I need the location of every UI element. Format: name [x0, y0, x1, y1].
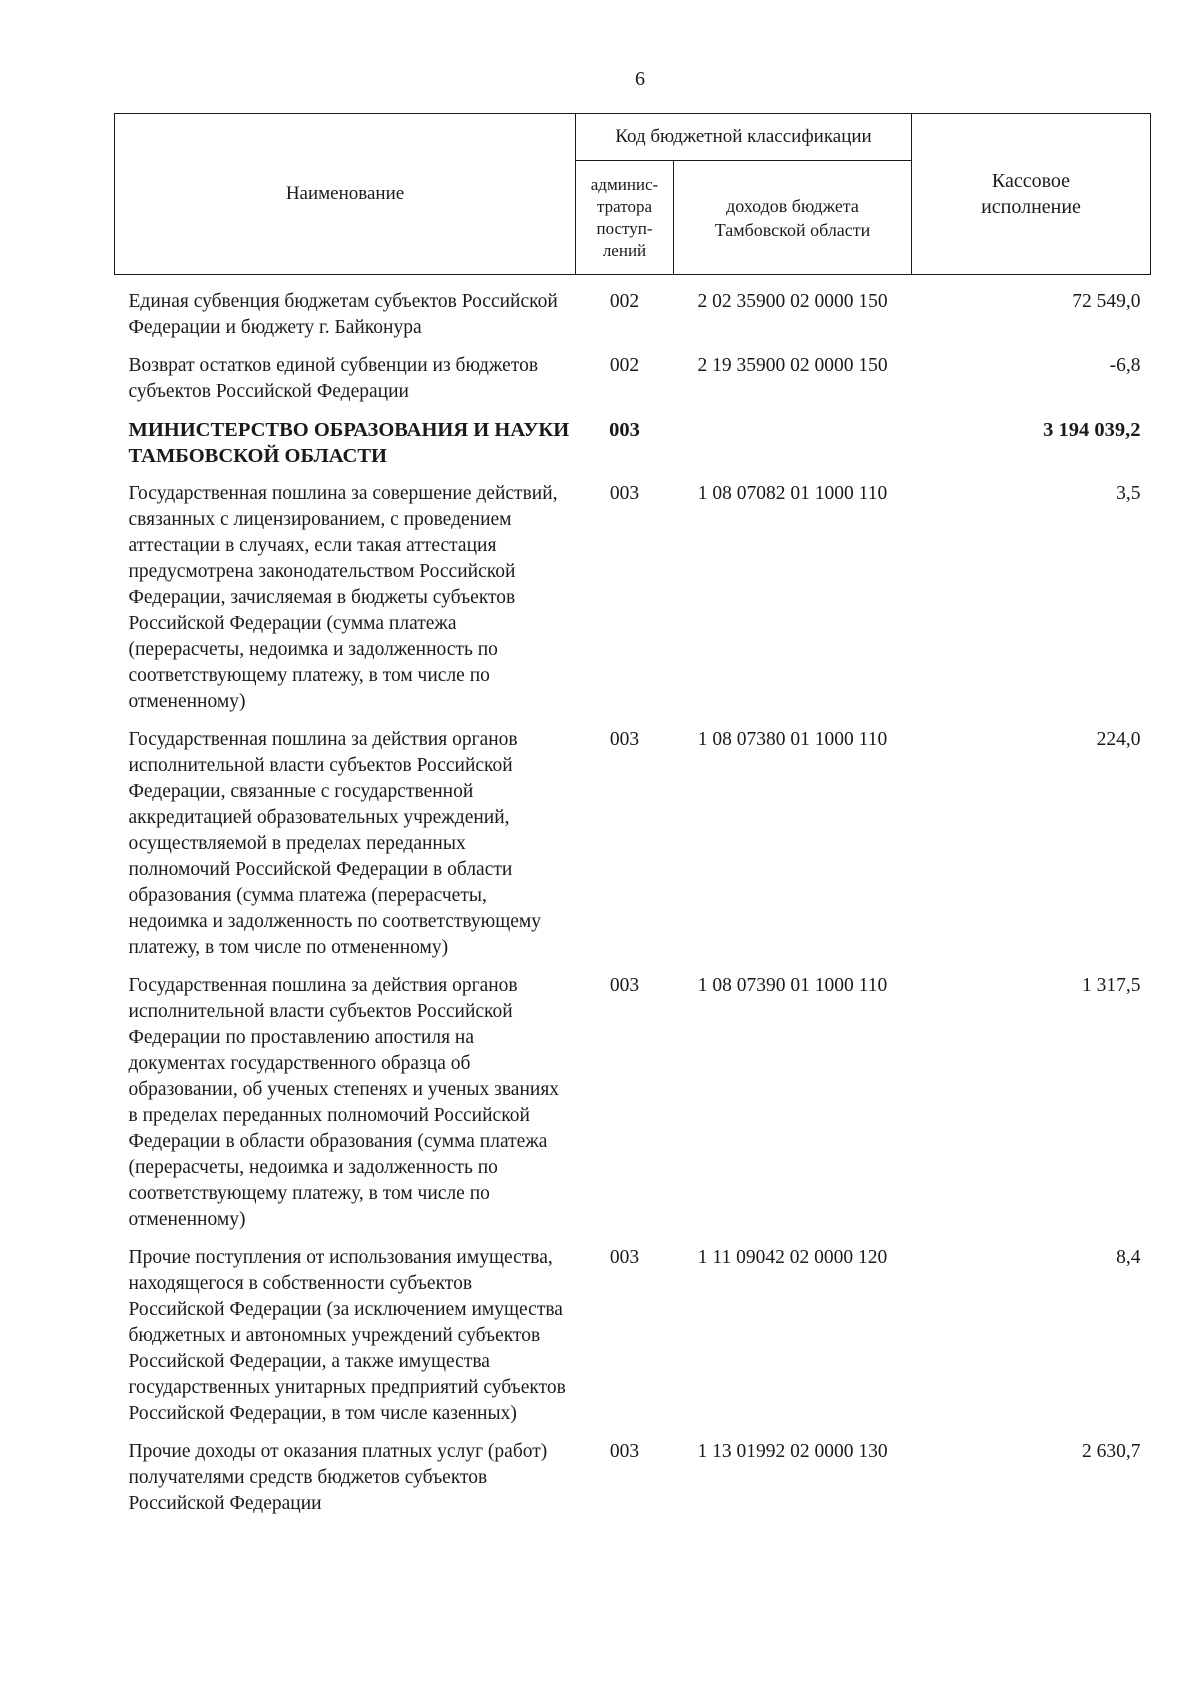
table-row	[115, 721, 1151, 967]
budget-table	[114, 113, 1151, 1523]
table-row	[115, 1433, 1151, 1523]
row-name: Прочие поступления от использования имущества, находящегося в собственности субъектов Российской Федерации (за исключением имущества бюджетных и автономных учреждений субъектов Российской Федерации, а также имущества государственных унитарных предприятий субъектов Российской Федерации, в том числе казенных)	[128, 1247, 566, 1424]
table-row	[115, 275, 1151, 348]
row-name: Возврат остатков единой субвенции из бюджетов субъектов Российской Федерации	[128, 355, 539, 402]
row-admin-code: 003	[609, 729, 640, 750]
header-name: Наименование	[115, 114, 576, 275]
row-income-code: 1 08 07082 01 1000 110	[697, 483, 888, 504]
row-income-code: 2 19 35900 02 0000 150	[697, 355, 888, 376]
row-admin-code: 002	[609, 355, 640, 376]
row-income-code: 2 02 35900 02 0000 150	[697, 291, 888, 312]
row-amount: 2 630,7	[1082, 1441, 1141, 1462]
table-row	[115, 1239, 1151, 1433]
header-income-text: доходов бюджета Тамбовской области	[714, 195, 871, 240]
row-income-code: 1 13 01992 02 0000 130	[697, 1441, 888, 1462]
row-admin-code: 003	[609, 1247, 640, 1268]
row-amount: 3,5	[1116, 483, 1141, 504]
table-body	[115, 275, 1151, 1524]
header-cash-execution	[912, 114, 1151, 275]
row-name: Прочие доходы от оказания платных услуг (работ) получателями средств бюджетов субъектов Российской Федерации	[128, 1441, 548, 1514]
row-name: Государственная пошлина за действия органов исполнительной власти субъектов Российской Федерации по проставлению апостиля на документах государственного образца об образовании, об ученых степенях и ученых званиях в пределах переданных полномочий Российской Федерации в области образования (сумма платежа (перерасчеты, недоимка и задолженность по соответствующему платежу, в том числе по отмененному)	[128, 975, 560, 1230]
row-name: Государственная пошлина за совершение действий, связанных с лицензированием, с проведением аттестации в случаях, если такая аттестация предусмотрена законодательством Российской Федерации, зачисляемая в бюджеты субъектов Российской Федерации (сумма платежа (перерасчеты, недоимка и задолженность по соответствующему платежу, в том числе по отмененному)	[128, 483, 558, 712]
row-income-code: 1 11 09042 02 0000 120	[697, 1247, 888, 1268]
header-admin	[576, 161, 674, 275]
row-name: Единая субвенция бюджетам субъектов Российской Федерации и бюджету г. Байконура	[128, 291, 558, 338]
row-amount: 72 549,0	[1072, 291, 1141, 312]
row-amount: 1 317,5	[1082, 975, 1141, 996]
row-name: МИНИСТЕРСТВО ОБРАЗОВАНИЯ И НАУКИ ТАМБОВСКОЙ ОБЛАСТИ	[128, 419, 570, 467]
row-income-code: 1 08 07390 01 1000 110	[697, 975, 888, 996]
row-admin-code: 003	[609, 1441, 640, 1462]
row-admin-code: 003	[609, 483, 640, 504]
table-row	[115, 967, 1151, 1239]
row-admin-code: 003	[609, 975, 640, 996]
row-amount: 224,0	[1096, 729, 1141, 750]
header-income-code	[674, 161, 912, 275]
page-number: 6	[635, 68, 645, 90]
row-admin-code: 003	[609, 419, 640, 441]
header-admin-text: админис- тратора поступ- лений	[590, 174, 659, 260]
table-row	[115, 475, 1151, 721]
row-admin-code: 002	[609, 291, 640, 312]
row-income-code	[674, 411, 912, 475]
table-row	[115, 411, 1151, 475]
row-amount: 3 194 039,2	[1043, 419, 1141, 441]
header-code-group: Код бюджетной классификации	[576, 114, 912, 161]
row-income-code: 1 08 07380 01 1000 110	[697, 729, 888, 750]
header-cash-text: Кассовое исполнение	[981, 170, 1081, 218]
row-amount: 8,4	[1116, 1247, 1141, 1268]
row-amount: -6,8	[1109, 355, 1141, 376]
row-name: Государственная пошлина за действия органов исполнительной власти субъектов Российской Федерации, связанные с государственной аккредитацией образовательных учреждений, осуществляемой в пределах переданных полномочий Российской Федерации в области образования (сумма платежа (перерасчеты, недоимка и задолженность по соответствующему платежу, в том числе по отмененному)	[128, 729, 542, 958]
table-row	[115, 347, 1151, 411]
